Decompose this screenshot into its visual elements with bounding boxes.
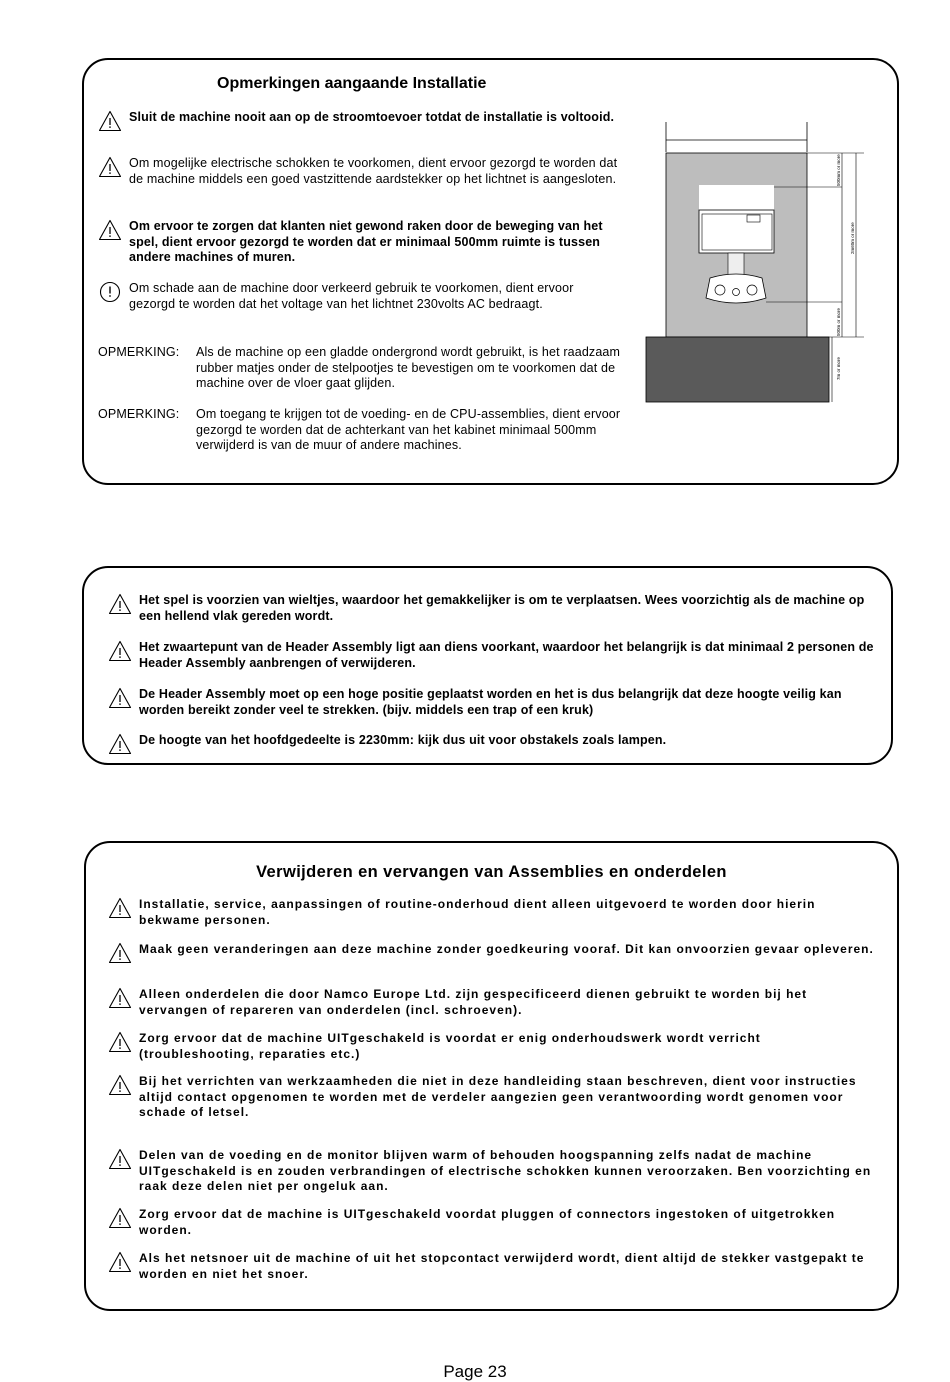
note-label: OPMERKING: bbox=[98, 407, 180, 421]
warning-triangle-icon bbox=[108, 640, 132, 662]
dimension-label: 500m or more bbox=[836, 307, 841, 336]
warning-text: Delen van de voeding en de monitor blijven warm of behouden hoogspanning zelfs nadat de machine UITgeschakeld is en zouden verbrandingen of electrische schokken kunnen veroorzaken. Ben voorzichting en raak deze delen niet per ongeluk aan. bbox=[139, 1148, 872, 1193]
warning-text: Het spel is voorzien van wieltjes, waardoor het gemakkelijker is om te verplaatsen. Wees voorzichtig als de machine op een hellend vlak gereden wordt. bbox=[139, 593, 865, 623]
replacing-assemblies-panel bbox=[84, 841, 899, 1311]
warning-text: Sluit de machine nooit aan op de stroomtoevoer totdat de installatie is voltooid. bbox=[129, 110, 615, 124]
warning-triangle-icon bbox=[108, 1207, 132, 1229]
warning-text: Zorg ervoor dat de machine is UITgeschakeld voordat pluggen of connectors ingestoken of uitgetrokken worden. bbox=[139, 1207, 836, 1237]
warning-text: Alleen onderdelen die door Namco Europe Ltd. zijn gespecificeerd dienen gebruikt te worden bij het vervangen of repareren van onderdelen (incl. schroeven). bbox=[139, 987, 808, 1017]
warning-text: Het zwaartepunt van de Header Assembly ligt aan diens voorkant, waardoor het belangrijk is dat minimaal 2 personen de Header Assembly aanbrengen of verwijderen. bbox=[139, 640, 874, 670]
warning-triangle-icon bbox=[108, 733, 132, 755]
installation-clearance-diagram bbox=[644, 118, 874, 418]
note-text: Als de machine op een gladde ondergrond wordt gebruikt, is het raadzaam rubber matjes onder de stelpootjes te bevestigen om te voorkomen dat de machine over de vloer gaat glijden. bbox=[196, 345, 621, 390]
warning-triangle-icon bbox=[108, 687, 132, 709]
warning-text: De Header Assembly moet op een hoge positie geplaatst worden en het is dus belangrijk dat deze hoogte veilig kan worden bereikt zonder veel te strekken. (bijv. middels een trap of een kruk) bbox=[139, 687, 842, 717]
base-area bbox=[646, 337, 829, 402]
warning-triangle-icon bbox=[108, 987, 132, 1009]
warning-text: Maak geen veranderingen aan deze machine zonder goedkeuring vooraf. Dit kan onvoorzien gevaar opleveren. bbox=[139, 942, 874, 956]
caution-circle-icon bbox=[98, 281, 122, 303]
replacing-assemblies-title: Verwijderen en vervangen van Assemblies en onderdelen bbox=[256, 863, 727, 881]
warning-text: Bij het verrichten van werkzaamheden die niet in deze handleiding staan beschreven, dient voor instructies altijd contact opgenomen te worden met de verdeler aangezien geen verantwoording wordt genomen voor schade of letsel. bbox=[139, 1074, 857, 1119]
warning-triangle-icon bbox=[108, 1148, 132, 1170]
warning-text: De hoogte van het hoofdgedeelte is 2230mm: kijk dus uit voor obstakels zoals lampen. bbox=[139, 733, 667, 747]
warning-triangle-icon bbox=[108, 593, 132, 615]
warning-triangle-icon bbox=[108, 897, 132, 919]
installation-notes-title: Opmerkingen aangaande Installatie bbox=[217, 75, 487, 92]
warning-text: Installatie, service, aanpassingen of routine-onderhoud dient alleen uitgevoerd te worden door hierin bekwame personen. bbox=[139, 897, 816, 927]
caution-text: Om schade aan de machine door verkeerd gebruik te voorkomen, dient ervoor gezorgd te worden dat het voltage van het lichtnet 230volts AC bedraagt. bbox=[129, 281, 574, 311]
dimension-label: 7m or more bbox=[836, 356, 841, 380]
warning-text: Als het netsnoer uit de machine of uit het stopcontact verwijderd wordt, dient altijd de stekker vastgepakt te worden en niet het snoer. bbox=[139, 1251, 865, 1281]
warning-triangle-icon bbox=[98, 156, 122, 178]
warning-triangle-icon bbox=[108, 1251, 132, 1273]
warning-triangle-icon bbox=[108, 942, 132, 964]
moving-warnings-panel bbox=[82, 566, 893, 765]
note-label: OPMERKING: bbox=[98, 345, 180, 359]
warning-triangle-icon bbox=[108, 1031, 132, 1053]
dimension-label: 2m60m or more bbox=[850, 222, 855, 254]
warning-text: Om mogelijke electrische schokken te voorkomen, dient ervoor gezorgd te worden dat de machine middels een goed vastzittende aardstekker op het lichtnet is aangesloten. bbox=[129, 156, 618, 186]
page-number: Page 23 bbox=[443, 1362, 507, 1381]
warning-triangle-icon bbox=[108, 1074, 132, 1096]
warning-text: Zorg ervoor dat de machine UITgeschakeld is voordat er enig onderhoudswerk wordt verricht (troubleshooting, reparaties etc.) bbox=[139, 1031, 761, 1061]
warning-triangle-icon bbox=[98, 110, 122, 132]
warning-triangle-icon bbox=[98, 219, 122, 241]
installation-notes-panel bbox=[82, 58, 899, 485]
note-text: Om toegang te krijgen tot de voeding- en de CPU-assemblies, dient ervoor gezorgd te worden dat de achterkant van het kabinet minimaal 500mm verwijderd is van de muur of andere machines. bbox=[196, 407, 621, 452]
warning-text: Om ervoor te zorgen dat klanten niet gewond raken door de beweging van het spel, dient ervoor gezorgd te worden dat er minimaal 500mm ruimte is tussen andere machines of muren. bbox=[129, 219, 603, 264]
dimension-label: 500mm or more bbox=[836, 154, 841, 186]
